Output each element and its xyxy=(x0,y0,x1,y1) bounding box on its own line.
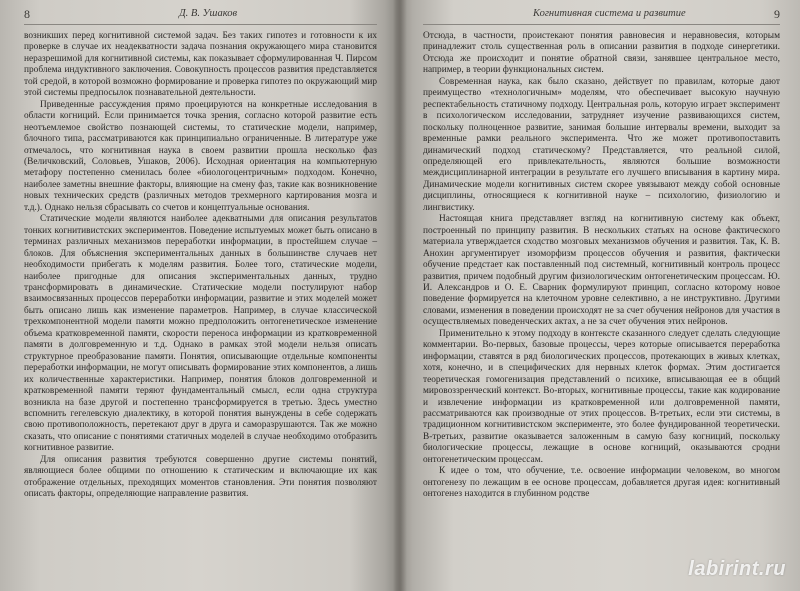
right-running-head xyxy=(423,6,780,25)
left-page-number: 8 xyxy=(24,7,30,21)
right-page-text xyxy=(423,31,780,501)
right-page-number: 9 xyxy=(774,7,780,21)
left-paragraph-1: возникших перед когнитивной системой задач. Без таких гипотез и готовности к их проверке в случае их неадекватности задача познания окружающего мира становится неразрешимой для когнитивной системы, как показывает сформулированная Ч. Пирсом проблема индуктивного заключения. Совокупность процессов развития представляется той средой, в которой возможно формирование и проверка гипотез по окружающий мир этой системы предпосылок познавательной деятельности. xyxy=(24,31,377,99)
left-running-title: Д. В. Ушаков xyxy=(179,8,238,19)
right-paragraph-4: Применительно к этому подходу в контексте сказанного следует сделать следующие комментарии. Во-первых, базовые процессы, через которые описывается переработка информации, ставятся в ряд биологических процессов, протекающих в живых клетках, хотя, конечно, и в специфических для нервных клеток формах. Этим достигается теоретическая гомогенизация представлений о психике, вписывающая ее в общий мировоззренческий контекст. Во-вторых, когнитивные процессы, такие как кодирование и извлечение информации из кратковременной или долговременной памяти, рассматриваются как производные от этих процессов. В-третьих, если эти системы, в традиционном когнитивистском эксперименте, это более фундированной теоретически. В-третьих, развитие оказывается заложенным в самую базу когниций, поскольку биологические процессы, лежащие в основе когниций, оказываются сродни онтогенетическим процессам. xyxy=(423,328,780,465)
right-paragraph-3: Настоящая книга представляет взгляд на когнитивную систему как объект, построенный по принципу развития. В нескольких статьях на основе фактического материала утверждается сходство мозговых механизмов обучения и развития. Так, К. В. Анохин аргументирует изоморфизм процессов обучения и развития, фактически обучение предстает как поставленный под системный, когнитивный контроль процесс развития, причем подобный другим физиологическим онтогенетическим процессам. Ю. И. Александров и О. Е. Сварник формулируют принцип, согласно которому новое поведение формируется на клеточном уровне селективно, а не инструктивно. Другими словами, изменения в поведении происходят не за счет обучения нейронов для участия в осуществляемых поведенческих актах, а не за счет обучения этих нейронов. xyxy=(423,214,780,328)
left-paragraph-4: Для описания развития требуются совершенно другие системы понятий, являющиеся более общими по отношению к статическим и включающие их как отображение отдельных, преходящих моментов становления. Эти понятия позволяют описать факторы, определяющие направление развития. xyxy=(24,454,377,500)
left-running-head xyxy=(24,6,377,25)
right-running-title: Когнитивная система и развитие xyxy=(533,8,686,19)
left-page-text xyxy=(24,31,377,501)
right-paragraph-1: Отсюда, в частности, проистекают понятия равновесия и неравновесия, которым принадлежит столь существенная роль в описании развития в подходе синергетики. Отсюда же происходит и понятие обратной связи, занявшее центральное место, например, в теории функциональных систем. xyxy=(423,31,780,76)
left-paragraph-3: Статические модели являются наиболее адекватными для описания результатов тонких когнитивистских экспериментов. Поведение испытуемых может быть описано в терминах различных механизмов переработки информации, в простейшем случае – блоков. Для объяснения экспериментальных данных в большинстве случаев нет необходимости прибегать к моделям развития. Более того, статические модели, наиболее пригодные для описания экспериментальных данных, трудно трансформировать в динамические. Статические модели постулируют набор взаимосвязанных процессов переработки информации, развитие и этих моделей может быть описано лишь как изменение параметров. Например, в случае классической трехкомпонентной модели памяти можно предположить онтогенетическое изменение объема кратковременной памяти, скорости переноса информации из кратковременной памяти в долговременную и т.д. Однако в рамках этой модели нельзя описать структурное преобразование памяти. Понятия, описывающие отдельные компоненты переработки информации, не могут описывать формирование этих компонентов, а лишь их количественные характеристики. Например, понятия блоков долговременной и кратковременной памяти теряют фундаментальный смысл, если одна структура возникла на базе другой и постепенно трансформируется в третью. Здесь уместно вспомнить гегелевскую диалектику, в которой понятия вынуждены в себе содержать свою противоположность, перетекают друг в друга и саморазрушаются. Так же можно сказать, что описание с понятиями статичных моделей в случае необходимо отобразить когнитивное развитие. xyxy=(24,214,377,454)
right-paragraph-2: Современная наука, как было сказано, действует по правилам, которые дают преимущество «технологичным» моделям, что обеспечивает высокую научную респектабельность статичному подходу. Центральная роль, которую играет эксперимент в психологическом исследовании, затрудняет изучение развивающихся систем, поскольку полноценное развитие, занимая большие интервалы времени, выходит за временные рамки реального эксперимента. Что же может противопоставить динамический подход статическому? Представляется, что реальной силой, определяющей его привлекательность, являются большие возможности междисциплинарной интеграции в результате его лучшего вписывания в картину мира. Динамические модели когнитивных систем скорее увязывают между собой основные дисциплины, относящиеся к когнитивной науке – психологию, физиологию и лингвистику. xyxy=(423,76,780,213)
right-page xyxy=(397,0,800,591)
labirint-watermark: labirint.ru xyxy=(688,558,786,580)
right-paragraph-5: К идее о том, что обучение, т.е. освоение информации человеком, во многом онтогенезу по лежащим в ее основе процессам, добавляется другая идея: когнитивный онтогенез находится в глубинном родстве xyxy=(423,466,780,500)
left-paragraph-2: Приведенные рассуждения прямо проецируются на конкретные исследования в области когниций. Если принимается точка зрения, согласно которой развитие есть неотъемлемое свойство познающей системы, то статические модели, например, блочного типа, рассматриваются как принципиально ограниченные. В литературе уже отмечалось, что когнитивная наука в своем развитии прошла несколько фаз (Величковский, Соловьев, Ушаков, 2006). Исходная ориентация на компьютерную метафору постепенно сменилась более «биологоцентричным» подходом. Конечно, наиболее заметны внешние факторы, влияющие на смену фаз, такие как возникновение новых технических средств (различных методов трехмерного картирования мозга и т.д.). Однако нельзя сбрасывать со счетов и концептуальные основания. xyxy=(24,99,377,213)
left-page xyxy=(0,0,397,591)
